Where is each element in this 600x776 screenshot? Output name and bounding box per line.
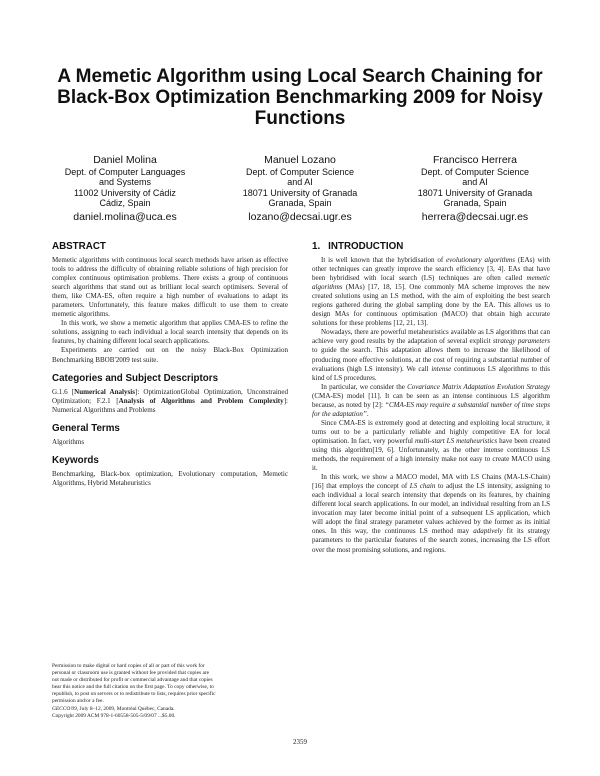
footnote-line: personal or classroom use is granted without fee provided that copies are	[52, 670, 210, 677]
section-title: INTRODUCTION	[328, 241, 404, 252]
author-address: Granada, Spain	[443, 198, 507, 209]
abstract-heading: ABSTRACT	[52, 241, 106, 252]
page-number: 2359	[293, 738, 307, 746]
emphasized-text: LS chain	[409, 482, 436, 491]
categories-segment: ]: OptimizationGlobal Optimization, Unconstrained Optimization; F.2.1 [	[52, 387, 288, 405]
emphasized-text: intense	[431, 364, 452, 373]
section-number: 1.	[312, 241, 321, 252]
venue-details: July 8–12, 2009, Montréal Québec, Canada.	[78, 705, 175, 712]
author-lozano	[215, 154, 385, 224]
footnote-line: bear this notice and the full citation on the first page. To copy otherwise, to	[52, 684, 214, 691]
emphasized-text: evolutionary algorithms	[446, 256, 516, 264]
author-dept: Dept. of Computer Languages	[64, 167, 186, 177]
title-line: Black-Box Optimization Benchmarking 2009 for Noisy	[57, 87, 543, 108]
categories-text	[52, 388, 288, 415]
intro-paragraph	[312, 473, 550, 554]
emphasized-text: “CMA-ES may require a substantial number of time steps for the adaptation”	[312, 400, 550, 418]
author-molina	[40, 154, 210, 224]
text-segment: It is well known that the hybridisation of	[321, 256, 447, 264]
categories-term: Numerical Analysis	[74, 387, 135, 396]
categories-segment: G.1.6 [	[52, 387, 75, 396]
text-segment: (CMA-ES) model [11]. It can be seen as an intense continuous LS algorithm because, as noted by [2]:	[312, 391, 550, 409]
emphasized-text: adaptively	[473, 527, 503, 536]
title-line: Functions	[254, 108, 346, 129]
footnote-line: republish, to post on servers or to redistribute to lists, requires prior specific	[52, 691, 216, 698]
categories-heading: Categories and Subject Descriptors	[52, 372, 219, 384]
text-segment: (MAs) [17, 18, 15]. One commonly MA scheme improves the new created solutions using an LS method, with the aim of exploiting the best search regions gathered during the global sampling done by the EA. This allows us to design MAs for continuous optimisation (MACO) that obtain high accurate solutions for these problems [12, 21, 13].	[312, 283, 550, 328]
categories-segment: ]: Numerical Algorithms and Problems	[52, 396, 288, 414]
permission-footnote	[52, 663, 288, 720]
text-segment: (EAs) with other techniques can greatly improve the search efficiency [3, 4]. EAs that have been hybridised with local search (LS) techniques are often called	[312, 256, 550, 283]
text-segment: fit its strategy parameters to the particular features of the search zones, increasing the LS effort over the most promising solutions, and regions.	[312, 527, 550, 554]
text-segment: have been created using this algorithm[19, 6]. Unfortunately, as the other intense continuous LS methods, the requirement of a high intensity make not easy to create MACO using it.	[312, 436, 550, 473]
text-segment: to guide the search. This adaptation allows them to increase the likelihood of producing more effective solutions, at the cost of requiring a substantial number of evaluations (high LS intensity). We call	[312, 346, 550, 373]
emphasized-text: memetic algorithms	[312, 274, 550, 292]
author-address: Cádiz, Spain	[99, 198, 151, 209]
emphasized-text: multi-start LS metaheuristics	[414, 436, 498, 445]
title-line: A Memetic Algorithm using Local Search Chaining for	[57, 66, 543, 87]
abstract-paragraph: Experiments are carried out on the noisy Black-Box Optimization Benchmarking BBOB'2009 test suite.	[52, 346, 288, 364]
general-terms-text: Algorithms	[52, 437, 85, 446]
author-block	[40, 154, 560, 224]
text-segment: In particular, we consider the	[321, 382, 408, 391]
keywords-text: Benchmarking, Black-box optimization, Evolutionary computation, Memetic Algorithms, Hybrid Metaheuristics	[52, 469, 288, 487]
emphasized-text: strategy parameters	[492, 337, 550, 346]
author-email[interactable]: daniel.molina@uca.es	[73, 210, 177, 223]
author-email[interactable]: herrera@decsai.ugr.es	[421, 210, 529, 223]
author-dept: Dept. of Computer Science	[420, 167, 530, 177]
footnote-line: not made or distributed for profit or commercial advantage and that copies	[52, 677, 213, 684]
left-column	[52, 241, 288, 488]
text-segment: to adjust the LS intensity, assigning to each individual a local search intensity that depends on its features, by chaining different local search applications. In our model, an individual resulting from an LS invocation may later become initial point of a subsequent LS application, which will adopt the final strategy parameter values achieved by the former as its initial ones. In this way, the continuous LS method may	[312, 482, 550, 536]
author-address: 18071 University of Granada	[242, 187, 358, 198]
categories-term: Analysis of Algorithms and Problem Complexity	[118, 396, 284, 405]
text-segment: .	[366, 409, 369, 418]
intro-paragraph	[312, 383, 550, 419]
venue-name: GECCO'09,	[52, 705, 79, 712]
author-dept: Dept. of Computer Science	[245, 167, 355, 177]
author-name: Manuel Lozano	[264, 154, 336, 166]
author-email[interactable]: lozano@decsai.ugr.es	[248, 210, 352, 223]
abstract-paragraph: Memetic algorithms with continuous local search methods have arisen as effective tools to address the difficulty of obtaining reliable solutions of high precision for complex continuous optimisation problems. There exists a group of continuous search algorithms that stand out as brilliant local search optimisers. Several of them, like CMA-ES, often require a high number of evaluations to adapt its parameters. Unfortunately, this feature makes difficult to use them to create memetic algorithms.	[52, 256, 288, 319]
footnote-line: Permission to make digital or hard copies of all or part of this work for	[52, 663, 205, 669]
intro-paragraph	[312, 419, 550, 473]
footnote-copyright: Copyright 2009 ACM 978-1-60558-505-5/09/07 ...$5.00.	[52, 712, 176, 719]
text-segment: continuous LS algorithms to this kind of LS procedures.	[312, 364, 550, 382]
author-address: 18071 University of Granada	[417, 187, 533, 198]
intro-paragraph	[312, 328, 550, 382]
author-dept: and AI	[462, 177, 488, 188]
text-segment: In this work, we show a MACO model, MA with LS Chains (MA-LS-Chain) [16] that employs the concept of	[312, 473, 550, 491]
footnote-line: permission and/or a fee.	[52, 698, 104, 705]
author-name: Francisco Herrera	[432, 154, 518, 166]
introduction-heading	[312, 241, 550, 253]
abstract-paragraph: In this work, we show a memetic algorithm that applies CMA-ES to refine the solutions, assigning to each individual a local search intensity that depends on its features, by chaining different local search applications.	[52, 319, 288, 346]
text-segment: Nowadays, there are powerful metaheuristics available as LS algorithms that can achieve very good results by the adaptation of several explicit	[312, 328, 550, 346]
right-column	[312, 241, 550, 555]
author-name: Daniel Molina	[93, 154, 157, 166]
footnote-venue	[52, 706, 288, 713]
emphasized-text: Covariance Matrix Adaptation Evolution Strategy	[407, 382, 550, 391]
intro-paragraph	[312, 256, 550, 328]
author-dept: and AI	[287, 177, 313, 188]
general-terms-heading: General Terms	[52, 422, 120, 434]
text-segment: Since CMA-ES is extremely good at detecting and exploiting local structure, it turns out to be a particularly reliable and highly competitive EA for local optimisation. In fact, very powerful	[312, 418, 550, 445]
paper-title	[40, 66, 560, 129]
author-dept: and Systems	[98, 177, 152, 188]
keywords-heading: Keywords	[52, 454, 99, 466]
author-address: 11002 University of Cádiz	[74, 187, 176, 198]
author-address: Granada, Spain	[268, 198, 332, 209]
author-herrera	[390, 154, 560, 224]
